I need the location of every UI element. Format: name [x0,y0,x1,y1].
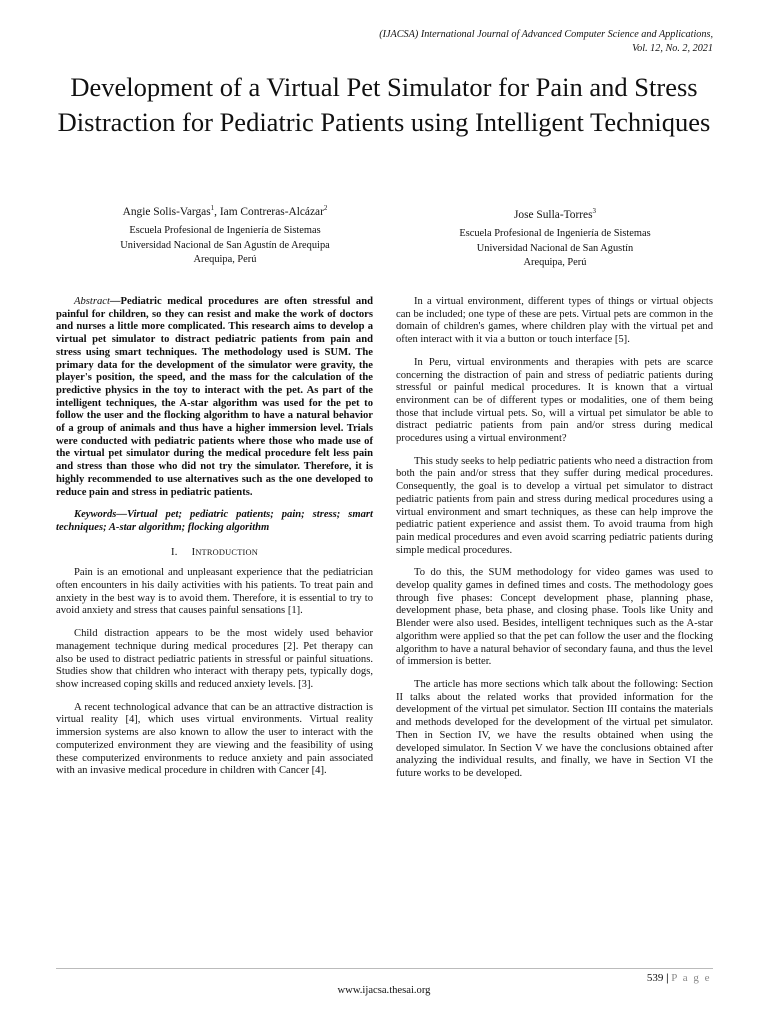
paper-title: Development of a Virtual Pet Simulator for Pain and Stress Distraction for Pediatric Patients using Intelligent Techniques [57,72,711,137]
affiliation-city-left: Arequipa, Perú [193,254,257,265]
section-title-first: I [191,546,196,558]
footer-divider [56,968,713,969]
section-heading-introduction [56,547,373,560]
body-paragraph: The article has more sections which talk about the following: Section II talks about the related works that provided information for the development of the virtual pet simulator. Section III contains the materials and methods developed for the development of the virtual pet simulator. Then in Section IV, we have the results obtained when using the developed simulator. In Section V we have the conclusions obtained after analyzing the individual results, and finally, we have in Section VI the future works to be developed. [396,678,713,779]
body-paragraph: Child distraction appears to be the most widely used behavior management technique during medical procedures [2]. Pet therapy can also be used to distract pediatric patients in stressful or painful situations. Studies show that children who interact with therapy pets, typically dogs, show increased coping skills and reduced anxiety levels. [3]. [56,628,373,690]
abstract-label: Abstract [74,296,110,307]
abstract [56,296,373,499]
keywords-label: Keywords [74,509,117,521]
affiliation-dept-right: Escuela Profesional de Ingeniería de Sistemas [459,228,651,239]
body-paragraph: In Peru, virtual environments and therapies with pets are scarce concerning the distraction of pain and stress of pediatric patients during stressful or painful medical procedures. It is known that a virtual environment can be of different types or modalities, one of them being those that include virtual pets. So, will a virtual pet simulator be able to distract pediatric patients from pain and/or stress during medical procedures using a virtual environment? [396,356,713,445]
body-paragraph: Pain is an emotional and unpleasant experience that the pediatrician often encounters in his daily activities with his patients. To treat pain and anxiety in the best way is to avoid them. Therefore, it is essential to try to avoid anxiety and stress that causes painful sensations [1]. [56,567,373,617]
author-name-1: Angie Solis-Vargas [122,206,211,218]
journal-volume: Vol. 12, No. 2, 2021 [632,43,713,54]
page-number [647,972,711,984]
author-names-right [390,208,720,223]
journal-header [193,28,713,56]
keywords [56,509,373,534]
author-name-3: Jose Sulla-Torres [513,209,593,221]
section-number: I. [171,546,178,558]
keywords-text: —Virtual pet; pediatric patients; pain; stress; smart techniques; A-star algorithm; flocking algorithm [56,509,373,533]
abstract-text: —Pediatric medical procedures are often stressful and painful for children, so they can resist and make the work of doctors and nurses a little more complicated. This research aims to develop a virtual pet simulator to distract pediatric patients from pain and stress using smart techniques. The methodology used is SUM. The primary data for the development of the simulator were gravity, the player's position, the speed, and the mass for the calculation of the predictive physics in the toy to interact with the pet. As part of the intelligent techniques, the A-star algorithm was used for the pet to follow the user and the flocking algorithm to have a natural behavior of a group of animals and thus have a higher immersion level. Trials were conducted with pediatric patients where those who made use of the virtual pet simulator during the medical procedure felt less pain and stress than those who did not try the simulator. Therefore, it is highly recommended to use alternatives such as the one developed to reduce pain and stress in pediatric patients. [56,296,373,498]
author-sup-1: 1 [210,204,215,213]
author-block-left [60,205,390,268]
affiliation-dept-left: Escuela Profesional de Ingeniería de Sistemas [129,225,321,236]
section-title-rest: NTRODUCTION [195,547,258,557]
author-names-left [60,205,390,220]
body-paragraph: In a virtual environment, different types of things or virtual objects can be included; one type of these are pets. Virtual pets are common in the domain of children's games, where children play with the virtual pet and often interact with it via a button or touch interface [5]. [396,296,713,346]
footer-url[interactable]: www.ijacsa.thesai.org [337,985,431,996]
page-number-pipe: | [666,972,669,984]
affiliation-city-right: Arequipa, Perú [523,257,587,268]
body-paragraph: A recent technological advance that can be an attractive distraction is virtual reality [4], which uses virtual environments. Virtual reality immersion systems are also known to allow the user to interact with the computerized environment they are viewing and the feasibility of using these computerized environments to reduce anxiety and pain associated with an invasive medical procedure in children with Cancer [4]. [56,701,373,777]
author-block-right [390,208,720,271]
affiliation-univ-left: Universidad Nacional de San Agustín de Arequipa [120,239,330,251]
left-column [56,296,373,788]
author-sup-2: 2 [323,204,328,213]
body-paragraph: To do this, the SUM methodology for video games was used to develop quality games in defined times and costs. The methodology goes through five phases: Concept development phase, planning phase, development phase, beta phase, and closing phase. Tools like Unity and Blender were also used. Besides, intelligent techniques such as the A-star algorithm were applied so that the pet can follow the user and the flocking algorithm to have a natural behavior of secondary fauna, and thus the level of immersion is better. [396,567,713,668]
affiliation-univ-right: Universidad Nacional de San Agustín [476,242,634,254]
author-sup-3: 3 [592,207,597,216]
page-number-value: 539 [646,972,664,984]
author-name-2: , Iam Contreras-Alcázar [214,206,324,218]
journal-name: (IJACSA) International Journal of Advanced Computer Science and Applications, [379,29,713,40]
page-word: P a g e [671,972,711,984]
body-paragraph: This study seeks to help pediatric patients who need a distraction from both the pain and/or stress that they suffer during medical procedures. Consequently, the goal is to develop a virtual pet simulator to distract pediatric patients from pain and stress during medical procedures using a virtual environment and smart techniques, as these can help improve the pediatric patient experience and assist them. To avoid trauma from high pain medical procedures and even avoid scarring pediatric patients during simple medical procedures. [396,455,713,556]
right-column [396,296,713,791]
